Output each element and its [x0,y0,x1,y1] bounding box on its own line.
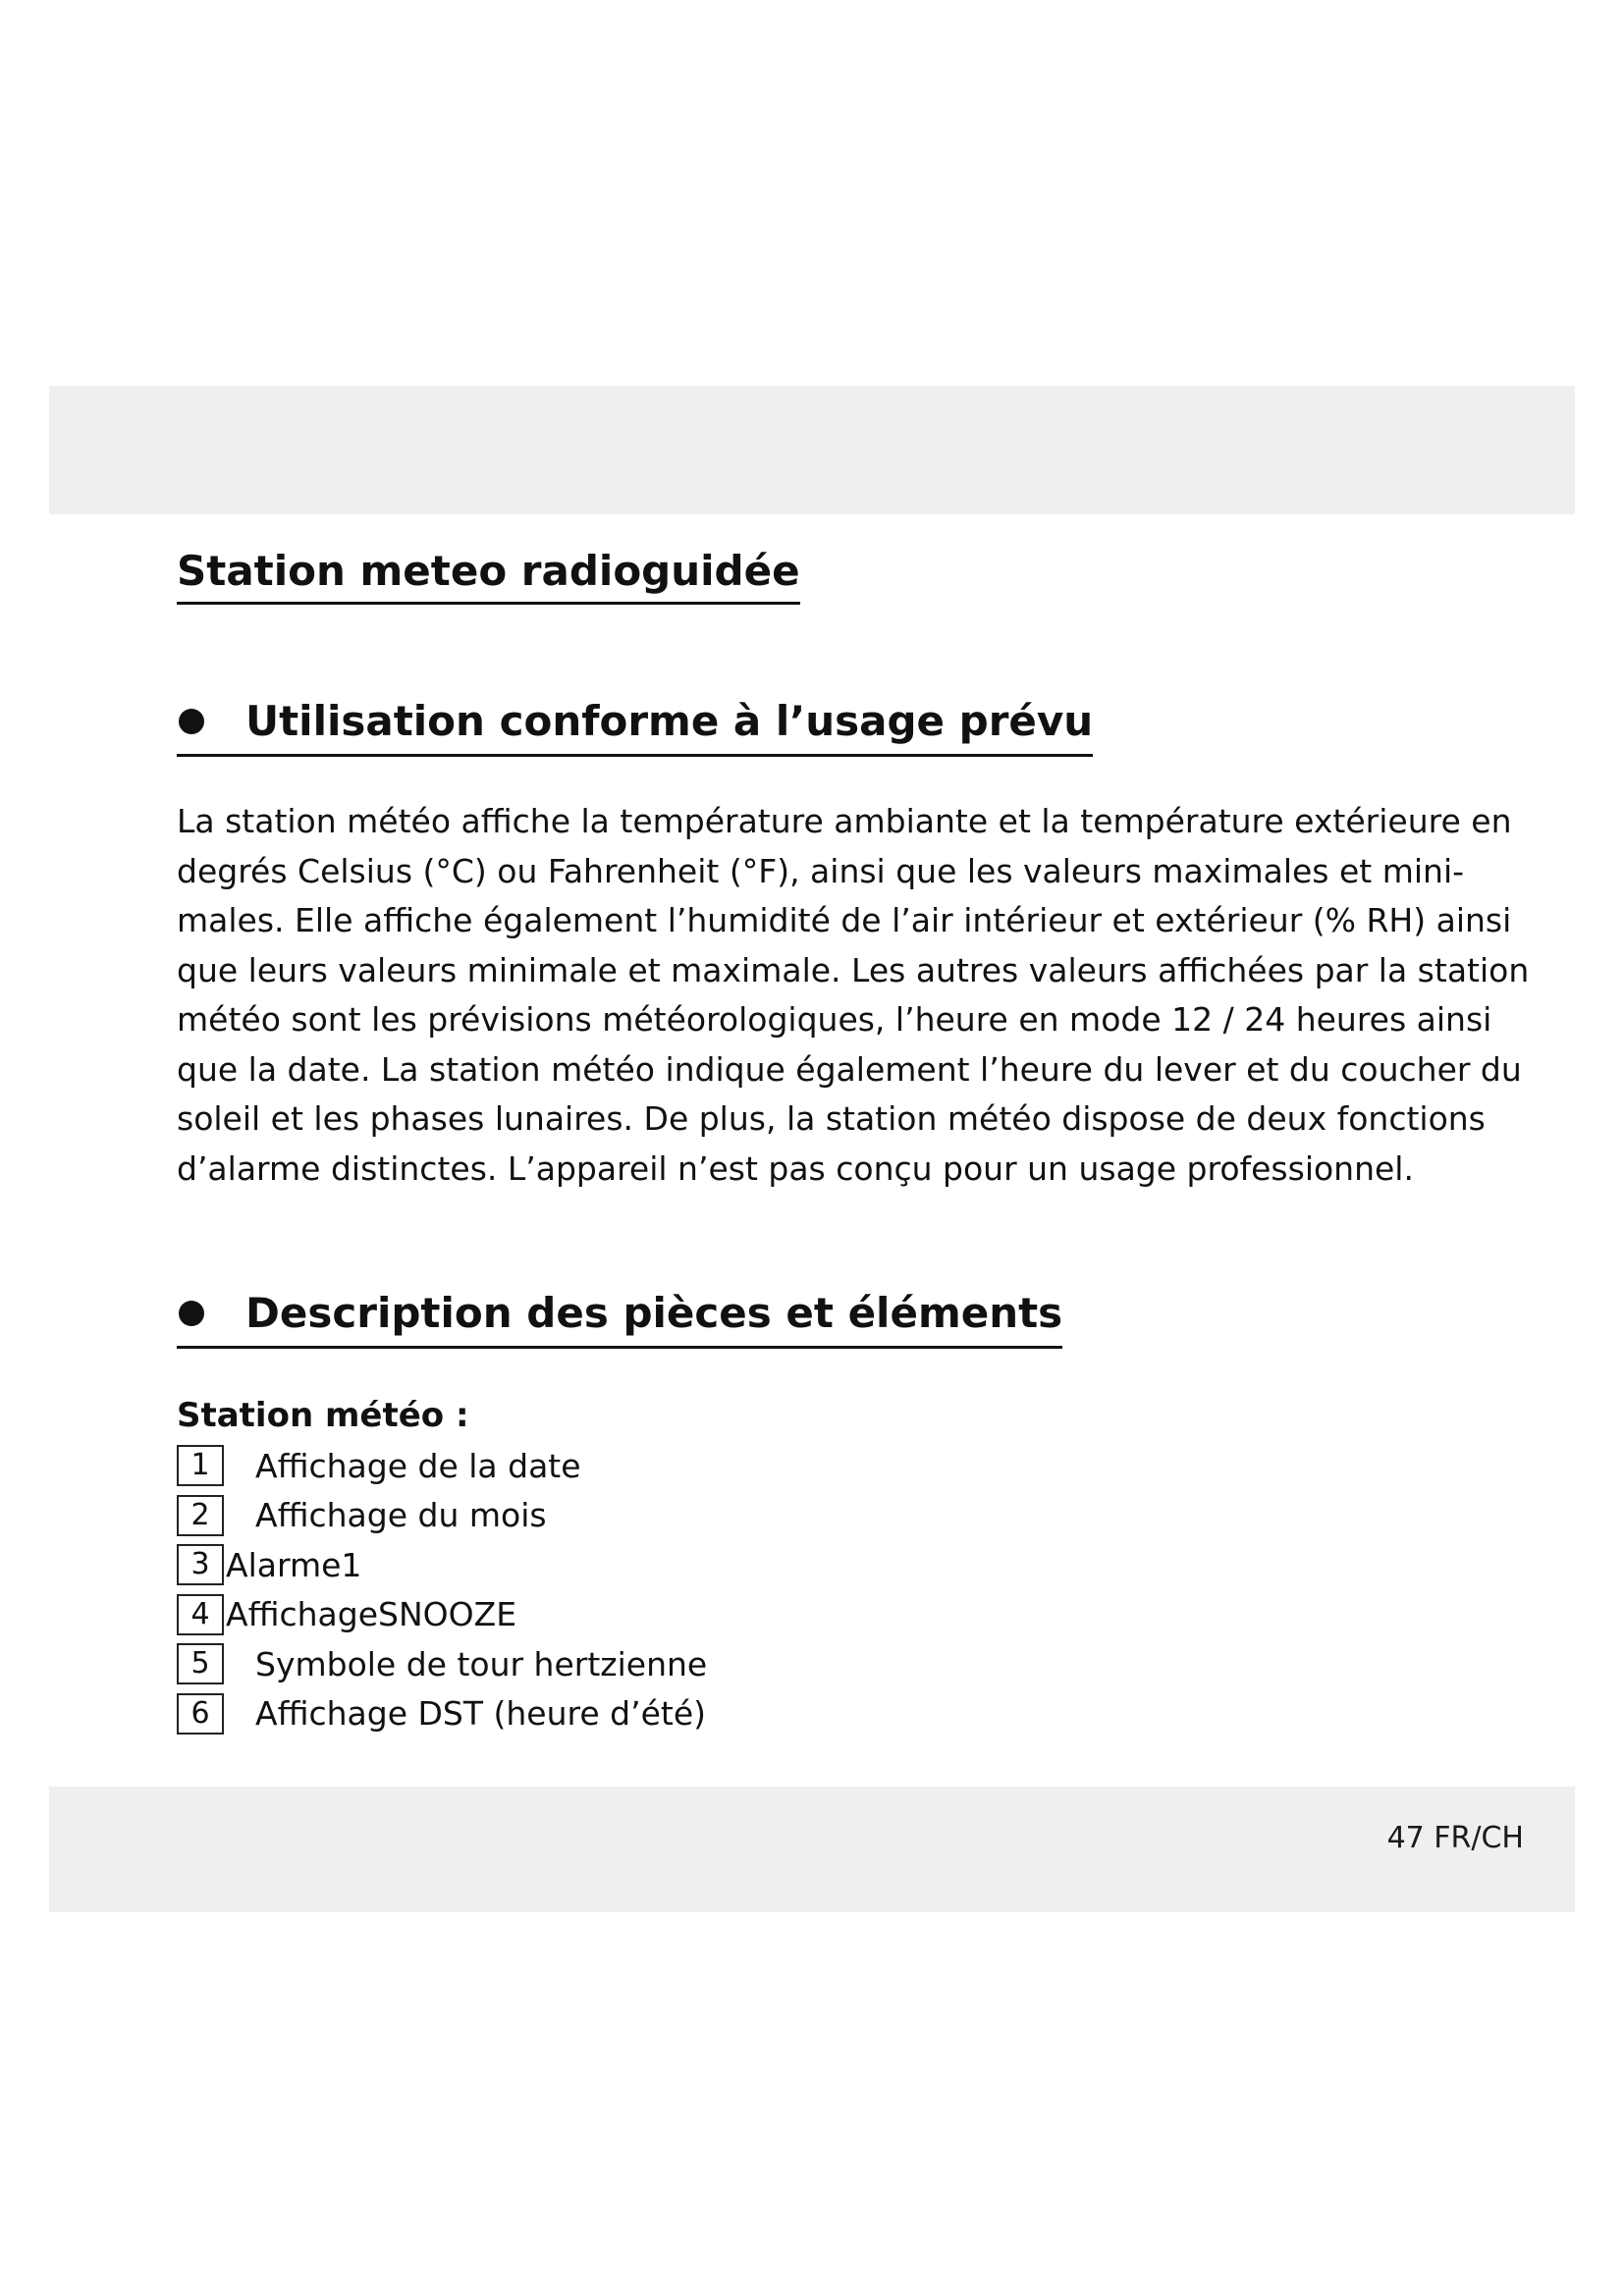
bullet-icon [179,709,204,734]
item-number-box: 4 [177,1594,224,1635]
paragraph-line: d’alarme distinctes. L’appareil n’est pas conçu pour un usage professionnel. [177,1148,1414,1188]
paragraph-line: météo sont les prévisions météorologiques, l’heure en mode 12 / 24 heures ainsi [177,1000,1492,1039]
paragraph-line: La station météo affiche la température ambiante et la température extérieure en [177,802,1512,840]
document-title: Station meteo radioguidée [177,543,800,605]
item-label: AffichageSNOOZE [226,1595,517,1634]
item-label: Affichage du mois [255,1496,547,1535]
item-number-box: 1 [177,1445,224,1486]
item-number-box: 6 [177,1693,224,1735]
section-heading-parts [177,1285,1062,1349]
list-item [177,1639,707,1689]
footer-band [49,1787,1575,1912]
section-heading-intended-use [177,693,1093,757]
paragraph-line: degrés Celsius (°C) ou Fahrenheit (°F), ainsi que les valeurs maximales et mini- [177,851,1465,890]
list-item [177,1441,707,1491]
list-item [177,1689,707,1739]
item-number-box: 5 [177,1643,224,1684]
item-number-box: 2 [177,1495,224,1536]
paragraph-line: soleil et les phases lunaires. De plus, la station météo dispose de deux fonctions [177,1099,1486,1138]
parts-list [177,1441,707,1738]
item-label: Symbole de tour hertzienne [255,1644,708,1683]
item-label: Affichage DST (heure d’été) [255,1694,707,1734]
item-label: Affichage de la date [255,1446,581,1485]
section-heading-text: Description des pièces et éléments [245,1289,1063,1337]
item-number-box: 3 [177,1544,224,1585]
parts-subheading: Station météo : [177,1396,469,1435]
bullet-icon [179,1301,204,1326]
page-number: 47 FR/CH [1386,1821,1524,1855]
section-heading-text: Utilisation conforme à l’usage prévu [245,697,1094,745]
paragraph-line: que la date. La station météo indique également l’heure du lever et du coucher du [177,1049,1522,1089]
list-item [177,1540,707,1590]
header-band [49,386,1575,514]
list-item [177,1590,707,1640]
list-item [177,1491,707,1541]
intended-use-paragraph [177,797,1530,1194]
paragraph-line: males. Elle affiche également l’humidité de l’air intérieur et extérieur (% RH) ainsi [177,901,1512,939]
paragraph-line: que leurs valeurs minimale et maximale. Les autres valeurs affichées par la station [177,950,1530,989]
item-label: Alarme1 [226,1545,362,1584]
